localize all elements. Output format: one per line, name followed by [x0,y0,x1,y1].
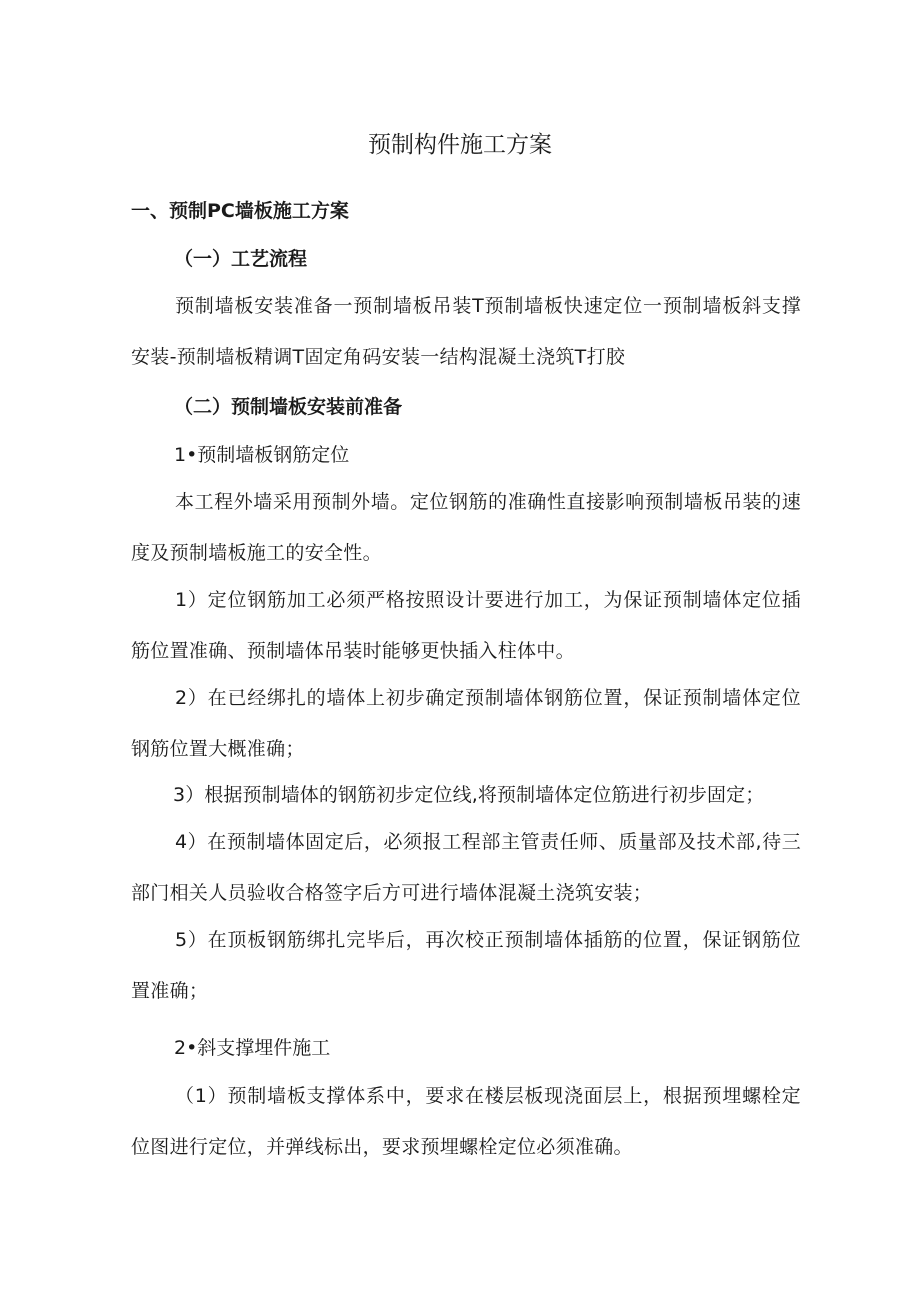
step-4-paragraph: 4）在预制墙体固定后，必须报工程部主管责任师、质量部及技术部,待三部门相关人员验收合格签字后方可进行墙体混凝土浇筑安装； [131,831,801,904]
step-2-paragraph: 2）在已经绑扎的墙体上初步确定预制墙体钢筋位置，保证预制墙体定位钢筋位置大概准确； [131,687,801,760]
step-3-paragraph: 3）根据预制墙体的钢筋初步定位线,将预制墙体定位筋进行初步固定； [173,784,765,806]
section-heading-precast-wall: 一、预制PC墙板施工方案 [131,200,349,222]
rebar-intro-paragraph: 本工程外墙采用预制外墙。定位钢筋的准确性直接影响预制墙板吊装的速度及预制墙板施工的安全性。 [131,491,801,564]
step-1-paragraph: 1）定位钢筋加工必须严格按照设计要进行加工，为保证预制墙体定位插筋位置准确、预制墙体吊装时能够更快插入柱体中。 [131,589,801,662]
brace-step-1-paragraph: （1）预制墙板支撑体系中，要求在楼层板现浇面层上，根据预埋螺栓定位图进行定位，并弹线标出，要求预埋螺栓定位必须准确。 [131,1085,801,1158]
subsection-heading-process-flow: （一）工艺流程 [174,248,308,270]
item-heading-rebar-positioning: 1•预制墙板钢筋定位 [174,444,350,466]
process-flow-paragraph: 预制墙板安装准备一预制墙板吊装T预制墙板快速定位一预制墙板斜支撑安装-预制墙板精调T固定角码安装一结构混凝土浇筑T打胶 [131,295,801,368]
item-heading-brace-embedments: 2•斜支撑埋件施工 [174,1037,331,1059]
subsection-heading-preparation: （二）预制墙板安装前准备 [174,396,403,418]
step-5-paragraph: 5）在顶板钢筋绑扎完毕后，再次校正预制墙体插筋的位置，保证钢筋位置准确； [131,929,801,1002]
document-title: 预制构件施工方案 [368,132,552,158]
